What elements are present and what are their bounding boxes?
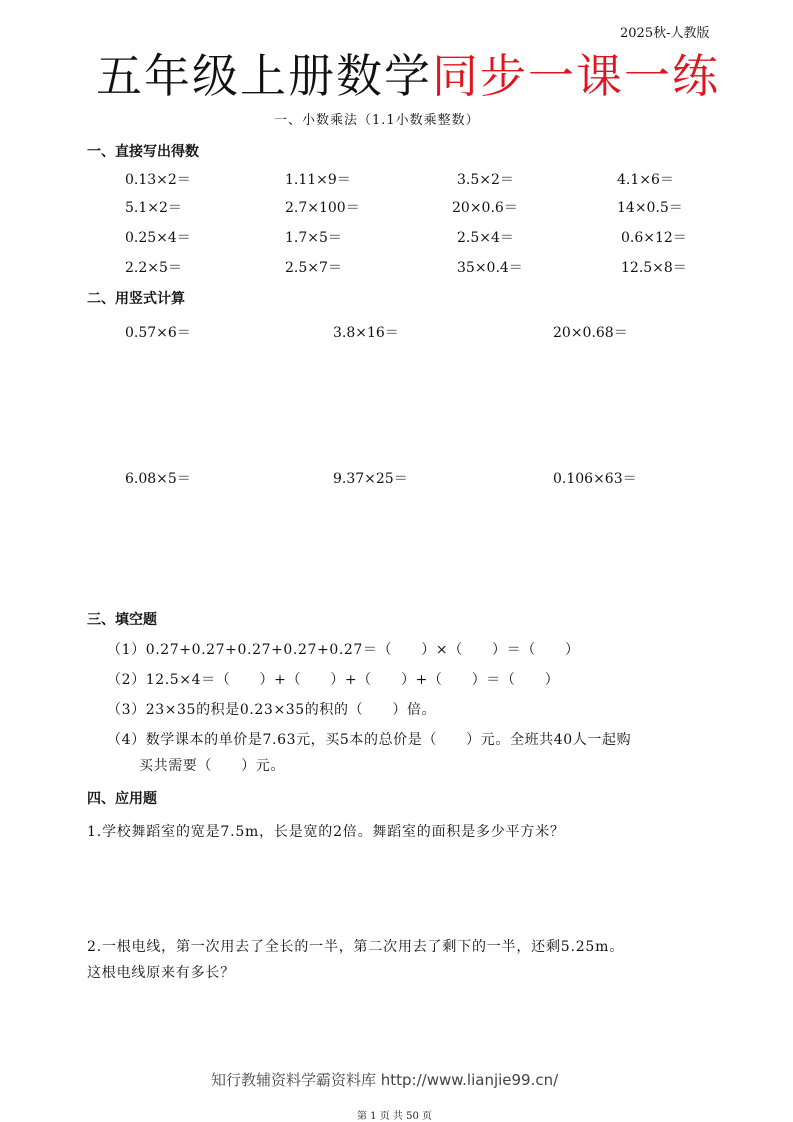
oral-calc-item: 12.5×8＝: [621, 260, 687, 276]
oral-calc-item: 1.7×5＝: [285, 230, 342, 246]
oral-calc-item: 0.13×2＝: [125, 172, 191, 188]
oral-calc-item: 14×0.5＝: [617, 200, 683, 216]
vertical-calc-item: 20×0.68＝: [553, 325, 628, 341]
oral-calc-item: 3.5×2＝: [457, 172, 514, 188]
fill-blank-item: （2）12.5×4＝（ ）+（ ）+（ ）+（ ）＝（ ）: [107, 672, 560, 688]
vertical-calc-item: 3.8×16＝: [333, 325, 399, 341]
fill-blank-item: （4）数学课本的单价是7.63元，买5本的总价是（ ）元。全班共40人一起购: [107, 732, 632, 748]
oral-calc-item: 2.5×7＝: [285, 260, 342, 276]
fill-blank-item-continuation: 买共需要（ ）元。: [139, 758, 285, 774]
fill-blank-item: （1）0.27+0.27+0.27+0.27+0.27＝（ ）×（ ）＝（ ）: [107, 642, 580, 658]
word-problem: 1.学校舞蹈室的宽是7.5m，长是宽的2倍。舞蹈室的面积是多少平方米？: [87, 824, 565, 840]
fill-blank-item: （3）23×35的积是0.23×35的积的（ ）倍。: [107, 702, 437, 718]
title-black-part: 五年级上册数学: [96, 49, 432, 103]
oral-calc-item: 2.7×100＝: [285, 200, 360, 216]
vertical-calc-item: 9.37×25＝: [333, 471, 408, 487]
oral-calc-item: 2.5×4＝: [457, 230, 514, 246]
lesson-subtitle: 一、小数乘法（1.1小数乘整数）: [274, 113, 480, 128]
section1-heading: 一、直接写出得数: [87, 144, 199, 160]
vertical-calc-item: 0.106×63＝: [553, 471, 637, 487]
oral-calc-item: 0.6×12＝: [621, 230, 687, 246]
oral-calc-item: 20×0.6＝: [452, 200, 518, 216]
section2-heading: 二、用竖式计算: [87, 291, 185, 307]
section4-heading: 四、应用题: [87, 791, 157, 807]
vertical-calc-item: 0.57×6＝: [125, 325, 191, 341]
word-problem-continuation: 这根电线原来有多长？: [87, 965, 235, 981]
footer-website: 知行教辅资料学霸资料库 http://www.lianjie99.cn/: [211, 1071, 559, 1089]
vertical-calc-item: 6.08×5＝: [125, 471, 191, 487]
oral-calc-item: 0.25×4＝: [125, 230, 191, 246]
page-number: 第 1 页 共 50 页: [357, 1111, 432, 1122]
oral-calc-item: 2.2×5＝: [125, 260, 182, 276]
edition-label: 2025秋-人教版: [620, 26, 710, 41]
section3-heading: 三、填空题: [87, 612, 157, 628]
page-title: [96, 46, 720, 106]
oral-calc-item: 4.1×6＝: [617, 172, 674, 188]
oral-calc-item: 5.1×2＝: [125, 200, 182, 216]
oral-calc-item: 1.11×9＝: [285, 172, 351, 188]
word-problem: 2.一根电线，第一次用去了全长的一半，第二次用去了剩下的一半，还剩5.25m。: [87, 939, 625, 955]
oral-calc-item: 35×0.4＝: [457, 260, 523, 276]
title-red-part: 同步一课一练: [432, 49, 720, 103]
